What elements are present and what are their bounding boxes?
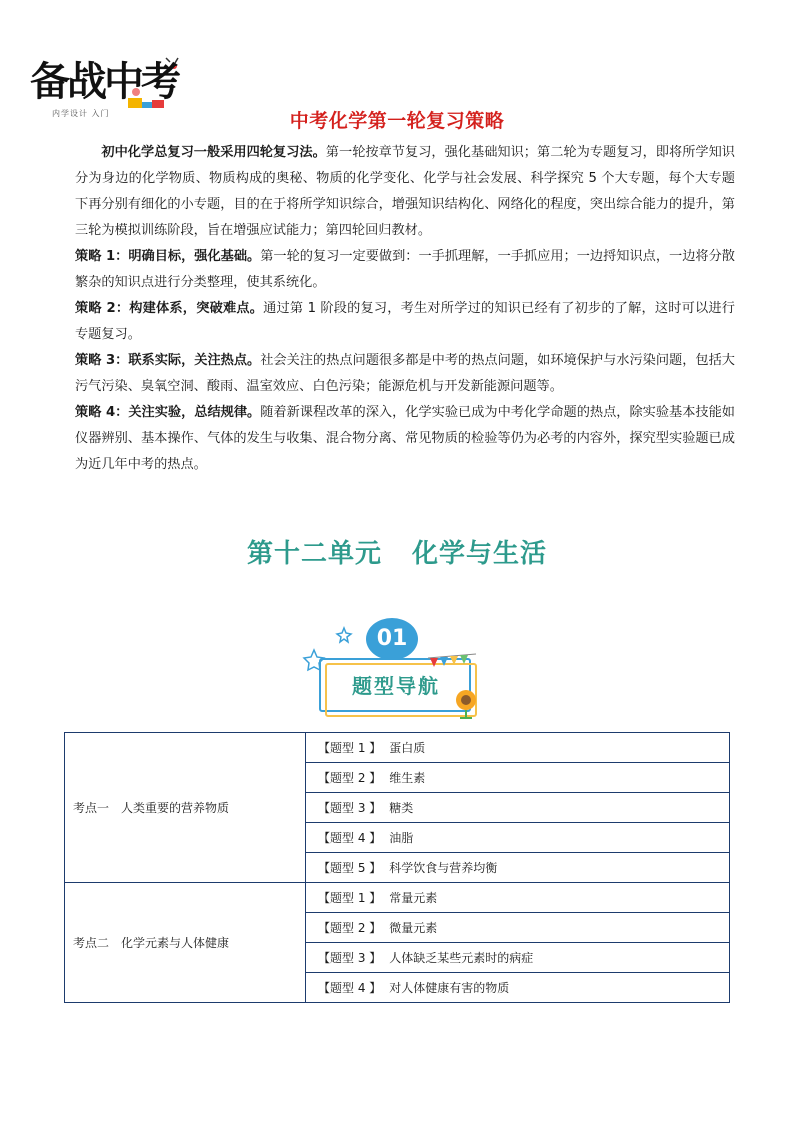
- question-type-item: [306, 763, 730, 793]
- strategy-1: [75, 244, 735, 296]
- logo-subtitle: 内学设计 入门: [52, 109, 110, 118]
- strategy-section: [75, 140, 735, 478]
- strategy-3: [75, 348, 735, 400]
- unit-title: [0, 533, 794, 570]
- intro-lead: 初中化学总复习一般采用四轮复习法。: [101, 145, 326, 160]
- type-name: 微量元素: [389, 921, 438, 935]
- question-type-item: [306, 793, 730, 823]
- type-tag: 【题型 1 】: [318, 891, 382, 905]
- exam-point-1: 考点一 人类重要的营养物质: [65, 733, 306, 883]
- type-tag: 【题型 4 】: [318, 831, 382, 845]
- strategy-1-body: 第一轮的复习一定要做到：一手抓理解，一手抓应用；一边捋知识点，一边将分散繁杂的知识点进行分类整理，使其系统化。: [75, 249, 735, 290]
- type-name: 常量元素: [389, 891, 438, 905]
- strategy-4-body: 随着新课程改革的深入，化学实验已成为中考化学命题的热点，除实验基本技能如仪器辨别、基本操作、气体的发生与收集、混合物分离、常见物质的检验等仍为必考的内容外，探究型实验题已成为近几年中考的热点。: [75, 405, 735, 472]
- strategy-1-head: 策略 1：明确目标，强化基础。: [75, 249, 261, 264]
- type-name: 人体缺乏某些元素时的病症: [389, 951, 534, 965]
- question-type-item: [306, 913, 730, 943]
- strategy-4: [75, 400, 735, 478]
- section-banner: [300, 614, 490, 722]
- question-type-item: [306, 853, 730, 883]
- unit-name: 化学与生活: [412, 539, 548, 569]
- question-type-item: [306, 943, 730, 973]
- question-type-item: [306, 733, 730, 763]
- exam-point-2: 考点二 化学元素与人体健康: [65, 883, 306, 1003]
- strategy-2-head: 策略 2：构建体系，突破难点。: [75, 301, 264, 316]
- logo-text: 备战中考: [30, 59, 178, 105]
- type-tag: 【题型 1 】: [318, 741, 382, 755]
- type-name: 科学饮食与营养均衡: [389, 861, 498, 875]
- banner-number: 01: [376, 626, 408, 651]
- strategy-4-head: 策略 4：关注实验，总结规律。: [75, 405, 261, 420]
- type-tag: 【题型 3 】: [318, 951, 382, 965]
- type-name: 糖类: [389, 801, 414, 815]
- table-row: [65, 883, 730, 913]
- strategy-2-body: 通过第 1 阶段的复习，考生对所学过的知识已经有了初步的了解，这时可以进行专题复习。: [75, 301, 735, 342]
- intro-body: 第一轮按章节复习，强化基础知识；第二轮为专题复习，即将所学知识分为身边的化学物质、物质构成的奥秘、物质的化学变化、化学与社会发展、科学探究 5 个大专题，每个大专题下再分别有细化的小专题，目的在于将所学知识综合，增强知识结构化、网络化的程度，突出综合能力的提升，第三轮为模拟训练阶段，旨在增强应试能力；第四轮回归教材。: [75, 145, 735, 238]
- intro-paragraph: [75, 140, 735, 244]
- document-title: 中考化学第一轮复习策略: [289, 110, 505, 132]
- type-name: 对人体健康有害的物质: [389, 981, 510, 995]
- type-name: 维生素: [389, 771, 426, 785]
- type-tag: 【题型 3 】: [318, 801, 382, 815]
- strategy-3-body: 社会关注的热点问题很多都是中考的热点问题，如环境保护与水污染问题，包括大污气污染、臭氧空洞、酸雨、温室效应、白色污染；能源危机与开发新能源问题等。: [75, 353, 735, 394]
- type-tag: 【题型 2 】: [318, 921, 382, 935]
- type-name: 蛋白质: [389, 741, 426, 755]
- type-tag: 【题型 2 】: [318, 771, 382, 785]
- table-row: [65, 733, 730, 763]
- type-tag: 【题型 4 】: [318, 981, 382, 995]
- type-tag: 【题型 5 】: [318, 861, 382, 875]
- question-type-item: [306, 883, 730, 913]
- type-name: 油脂: [389, 831, 414, 845]
- question-type-item: [306, 973, 730, 1003]
- strategy-2: [75, 296, 735, 348]
- question-type-table: [64, 732, 730, 1003]
- question-type-item: [306, 823, 730, 853]
- unit-number: 第十二单元: [246, 539, 382, 569]
- strategy-3-head: 策略 3：联系实际，关注热点。: [75, 353, 261, 368]
- banner-label: 题型导航: [352, 674, 440, 698]
